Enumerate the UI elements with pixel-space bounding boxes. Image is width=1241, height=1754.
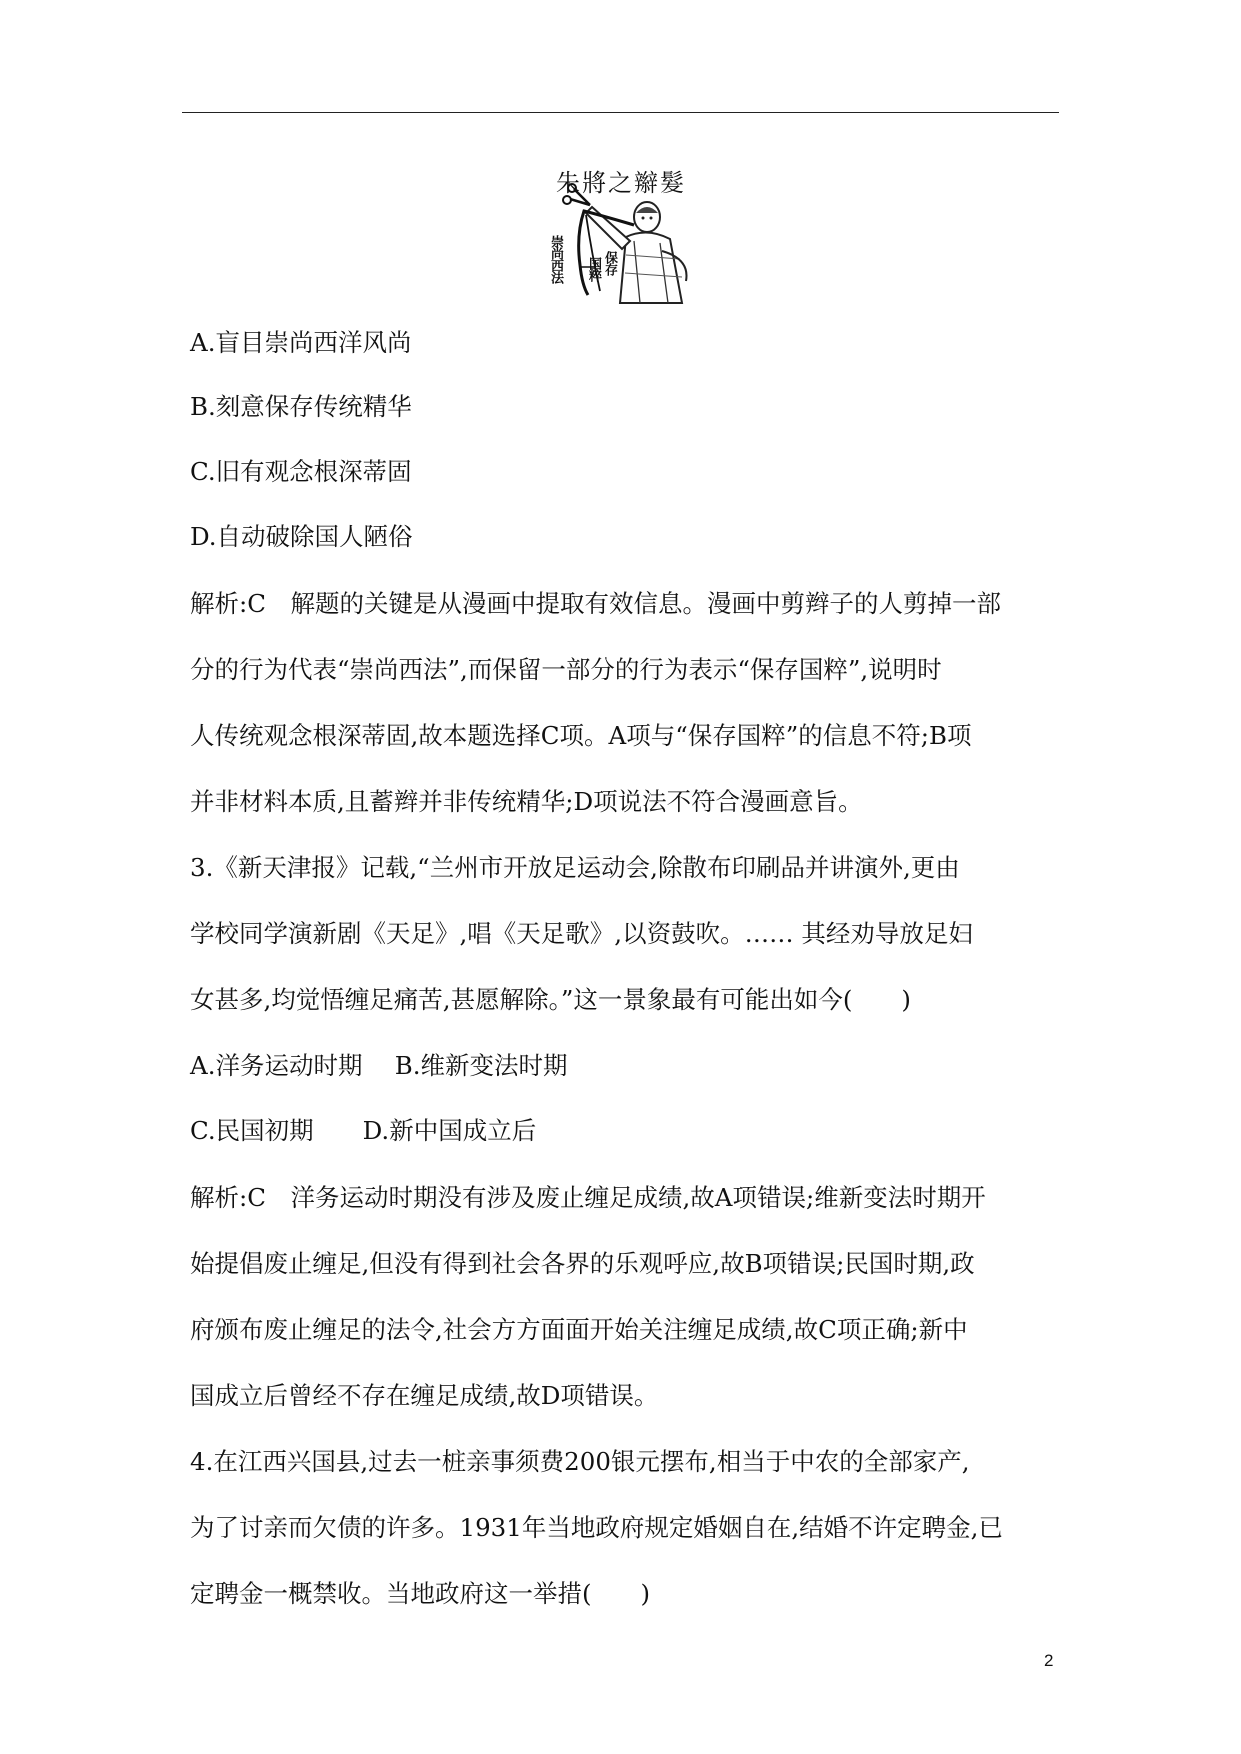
question-line: 为了讨亲而欠债的许多。1931年当地政府规定婚姻自在,结婚不许定聘金,已	[190, 1513, 1003, 1542]
analysis-line: 人传统观念根深蒂固,故本题选择C项。A项与“保存国粹”的信息不符;B项	[190, 721, 972, 750]
option-a: A.盲目崇尚西洋风尚	[190, 328, 412, 357]
option-b: B.刻意保存传统精华	[190, 392, 412, 421]
option-d: D.自动破除国人陋俗	[190, 522, 413, 551]
analysis-line: 始提倡废止缠足,但没有得到社会各界的乐观呼应,故B项错误;民国时期,政	[190, 1249, 975, 1278]
analysis-line: 并非材料本质,且蓄辫并非传统精华;D项说法不符合漫画意旨。	[190, 787, 863, 816]
label-preserve-2: 国粹	[586, 257, 601, 281]
option-c: C.旧有观念根深蒂固	[190, 457, 412, 486]
analysis-line: 分的行为代表“崇尚西法”,而保留一部分的行为表示“保存国粹”,说明时	[190, 655, 942, 684]
question-line: 学校同学演新剧《天足》,唱《天足歌》,以资鼓吹。…… 其经劝导放足妇	[190, 919, 973, 948]
header-rule	[182, 112, 1059, 113]
question-line: 3.《新天津报》记载,“兰州市开放足运动会,除散布印刷品并讲演外,更由	[190, 853, 960, 882]
question-line: 女甚多,均觉悟缠足痛苦,甚愿解除。”这一景象最有可能出如今( )	[190, 985, 911, 1014]
cartoon-title: 朱將之辮髮	[556, 169, 686, 197]
page-number: 2	[1044, 1651, 1054, 1670]
question-line: 定聘金一概禁收。当地政府这一举措( )	[190, 1579, 651, 1608]
cartoon-figure	[530, 155, 720, 305]
question-line: 4.在江西兴国县,过去一桩亲事须费200银元摆布,相当于中农的全部家产,	[190, 1447, 970, 1476]
analysis-line: 解析:C 洋务运动时期没有涉及废止缠足成绩,故A项错误;维新变法时期开	[190, 1183, 986, 1212]
label-preserve-1: 保存	[602, 251, 617, 275]
analysis-line: 府颁布废止缠足的法令,社会方方面面开始关注缠足成绩,故C项正确;新中	[190, 1315, 968, 1344]
option-line: A.洋务运动时期 B.维新变法时期	[190, 1051, 568, 1080]
analysis-line: 国成立后曾经不存在缠足成绩,故D项错误。	[190, 1381, 659, 1410]
analysis-line: 解析:C 解题的关键是从漫画中提取有效信息。漫画中剪辫子的人剪掉一部	[190, 589, 1001, 618]
label-westernization: 崇尚西法	[548, 235, 563, 283]
option-line: C.民国初期 D.新中国成立后	[190, 1116, 537, 1145]
